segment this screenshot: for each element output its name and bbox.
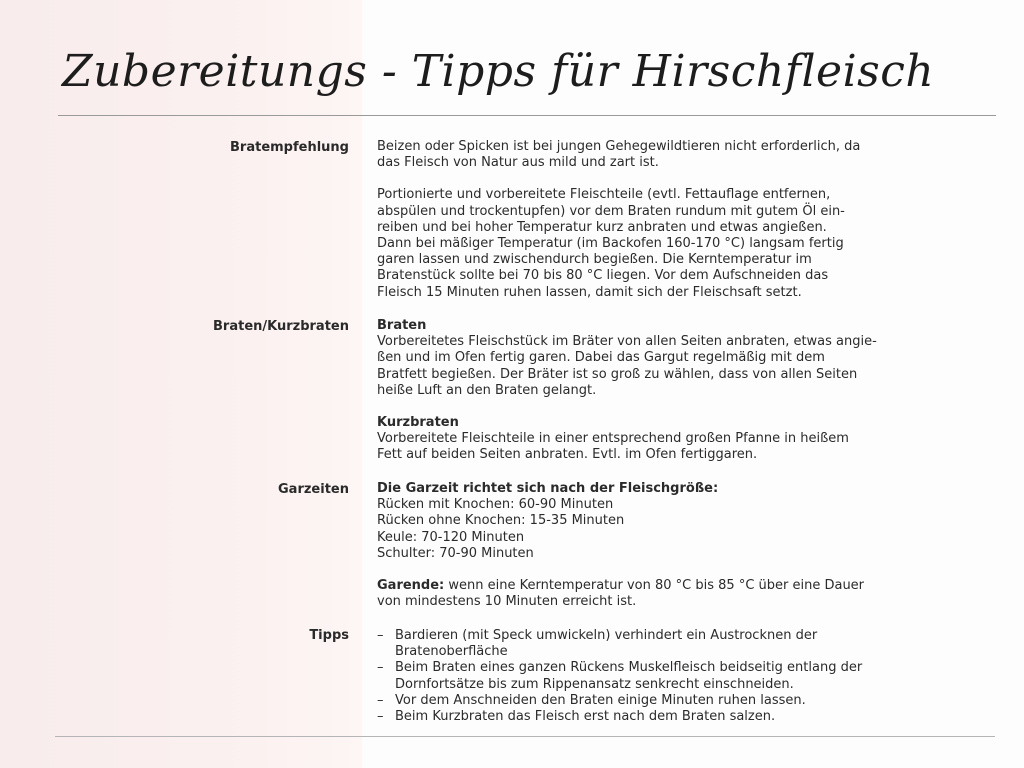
dash-bullet-icon: – [377,692,384,708]
text-line: ßen und im Ofen fertig garen. Dabei das Gargut regelmäßig mit dem [377,350,825,366]
section-garzeiten [377,481,992,610]
section-bratempfehlung [377,139,992,301]
text-line: Bardieren (mit Speck umwickeln) verhindert ein Austrocknen der [395,628,818,643]
garzeit-item: Rücken mit Knochen: 60-90 Minuten [377,497,614,513]
section-label-garzeiten: Garzeiten [278,482,349,497]
text-line: garen lassen und zwischendurch begießen. Die Kerntemperatur im [377,252,812,268]
garzeit-item: Keule: 70-120 Minuten [377,529,525,545]
text-line: Vorbereitetes Fleischstück im Bräter von allen Seiten anbraten, etwas angie- [377,334,877,350]
text-line: Beim Kurzbraten das Fleisch erst nach dem Braten salzen. [395,709,776,725]
text-line: Dornfortsätze bis zum Rippenansatz senkrecht einschneiden. [395,676,794,692]
section-braten-kurzbraten [377,318,992,464]
braten-heading: Braten [377,318,427,333]
bratempfehlung-paragraph-1 [377,139,992,171]
bratempfehlung-paragraph-2 [377,187,992,300]
text-line: Dann bei mäßiger Temperatur (im Backofen 160-170 °C) langsam fertig [377,236,844,252]
section-label-tipps: Tipps [309,628,349,643]
text-line: reiben und bei hoher Temperatur kurz anbraten und etwas angießen. [377,219,827,235]
text-line: Fett auf beiden Seiten anbraten. Evtl. im Ofen fertiggaren. [377,447,758,463]
text-line: von mindestens 10 Minuten erreicht ist. [377,594,637,610]
text-line: heiße Luft an den Braten gelangt. [377,382,597,398]
section-label-braten-kurzbraten: Braten/Kurzbraten [213,319,349,334]
text-line: Bratenoberfläche [395,644,508,660]
text-line: Vor dem Anschneiden den Braten einige Minuten ruhen lassen. [395,692,806,708]
bottom-divider [55,736,995,737]
tip-item [377,628,992,660]
text-line: abspülen und trockentupfen) vor dem Braten rundum mit gutem Öl ein- [377,203,845,219]
text-line: das Fleisch von Natur aus mild und zart ist. [377,155,659,171]
section-label-bratempfehlung: Bratempfehlung [230,140,349,155]
garende-text: wenn eine Kerntemperatur von 80 °C bis 85 °C über eine Dauer [444,578,865,594]
text-line: Fleisch 15 Minuten ruhen lassen, damit sich der Fleischsaft setzt. [377,284,802,300]
garzeit-item: Rücken ohne Knochen: 15-35 Minuten [377,513,625,529]
garzeit-item: Schulter: 70-90 Minuten [377,545,534,561]
dash-bullet-icon: – [377,709,384,725]
garende-block [377,578,992,610]
text-line: Bratenstück sollte bei 70 bis 80 °C liegen. Vor dem Aufschneiden das [377,268,829,284]
text-line: Portionierte und vorbereitete Fleischteile (evtl. Fettauflage entfernen, [377,187,831,203]
tips-list [377,628,992,725]
kurzbraten-heading: Kurzbraten [377,415,459,431]
braten-block [377,318,992,399]
page-title: Zubereitungs - Tipps für Hirschfleisch [62,46,935,97]
garzeiten-list [377,481,992,562]
tip-item [377,709,992,725]
tip-item [377,693,992,709]
kurzbraten-block [377,415,992,464]
text-line: Beizen oder Spicken ist bei jungen Gehegewildtieren nicht erforderlich, da [377,139,861,154]
dash-bullet-icon: – [377,660,384,676]
section-tipps [377,628,992,725]
text-line: Beim Braten eines ganzen Rückens Muskelfleisch beidseitig entlang der [395,660,863,676]
garzeiten-heading: Die Garzeit richtet sich nach der Fleischgröße: [377,481,719,496]
garende-label: Garende: [377,578,445,594]
title-divider [58,115,996,116]
tip-item [377,660,992,692]
text-line: Vorbereitete Fleischteile in einer entsprechend großen Pfanne in heißem [377,431,849,447]
dash-bullet-icon: – [377,628,384,643]
text-line: Bratfett begießen. Der Bräter ist so groß zu wählen, dass von allen Seiten [377,366,858,382]
